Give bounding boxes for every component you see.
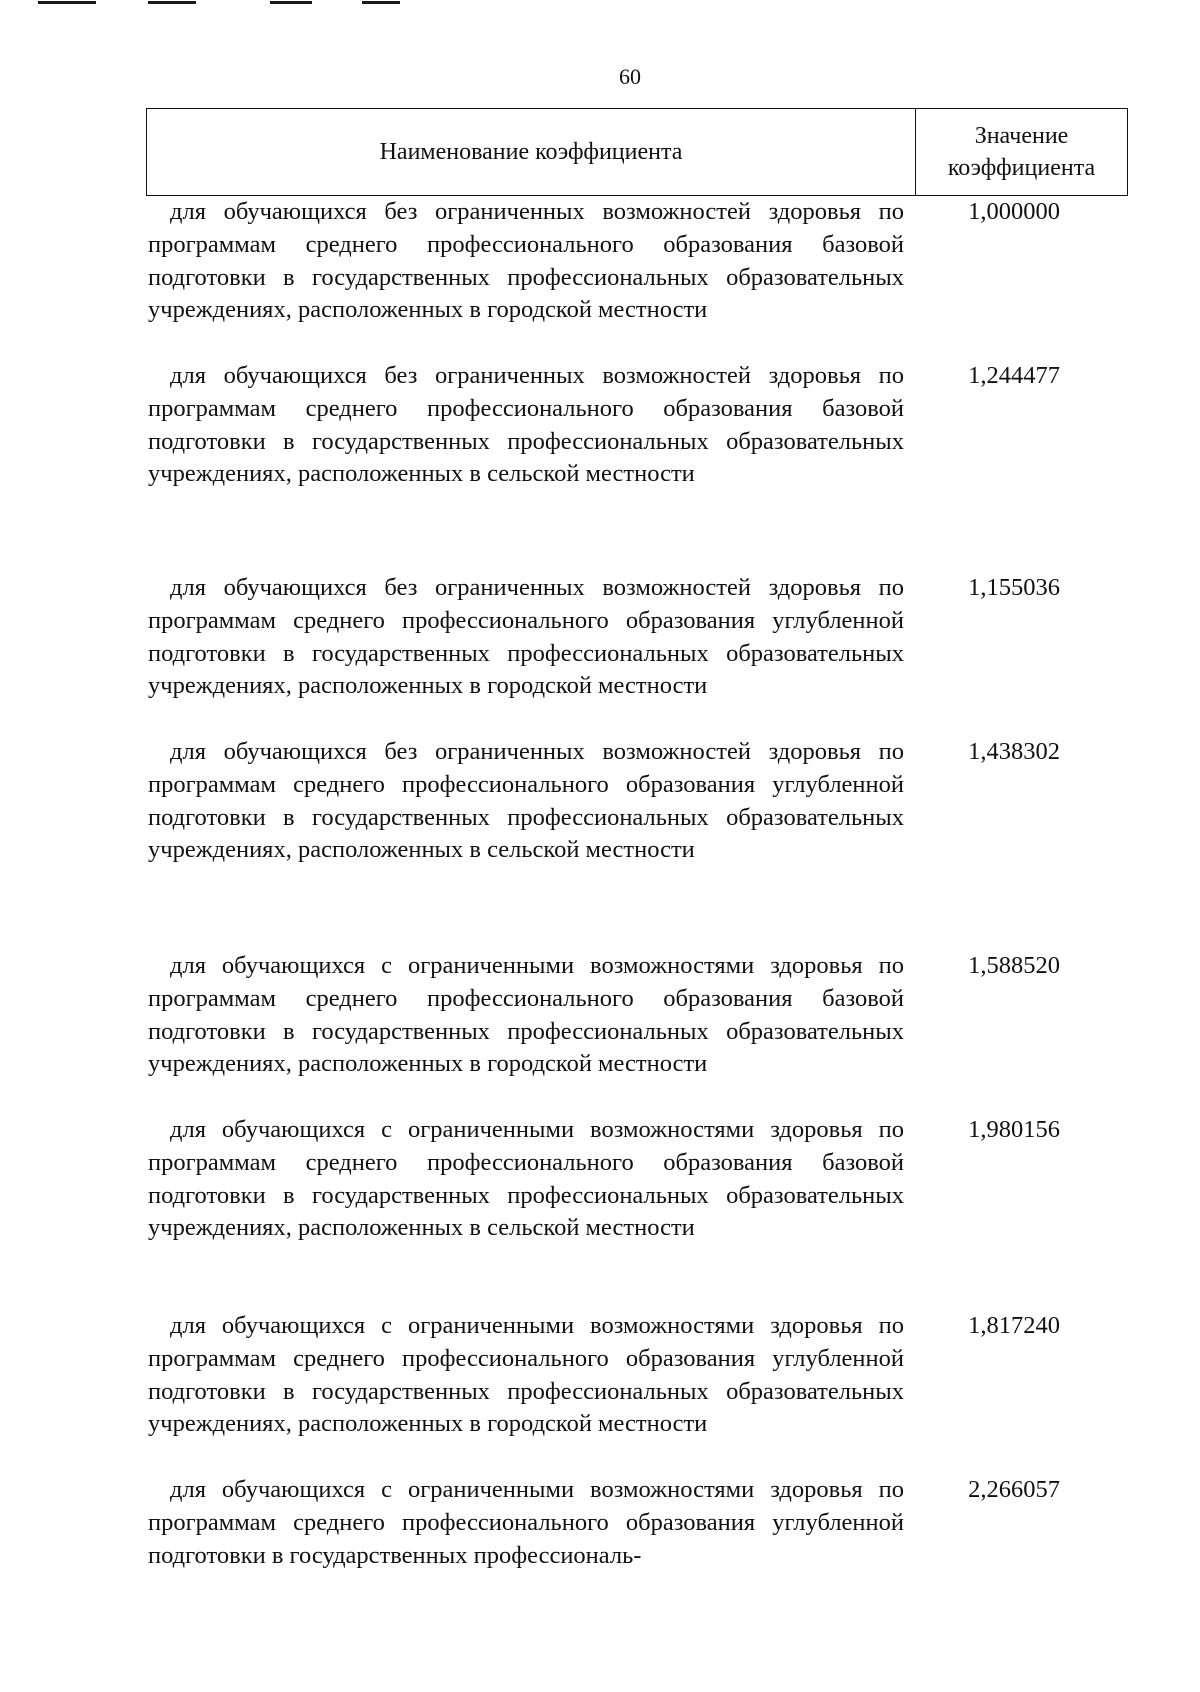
coefficient-name: для обучающихся без ограниченных возможностей здоровья по программам среднего профессионального образования базовой подготовки в государственных профессиональных образовательных учреждениях, расположенных в сельской местности (148, 362, 904, 488)
coefficient-name: для обучающихся без ограниченных возможностей здоровья по программам среднего профессионального образования базовой подготовки в государственных профессиональных образовательных учреждениях, расположенных в городской местности (148, 198, 904, 324)
coefficient-value: 1,980156 (968, 1116, 1060, 1143)
table-header (146, 108, 1128, 196)
coefficient-value: 1,155036 (968, 574, 1060, 601)
coefficient-name: для обучающихся с ограниченными возможностями здоровья по программам среднего профессионального образования базовой подготовки в государственных профессиональных образовательных учреждениях, расположенных в сельской местности (148, 1116, 904, 1242)
header-name-column: Наименование коэффициента (147, 109, 916, 195)
page-number: 60 (619, 64, 641, 89)
scan-mark (362, 1, 400, 4)
header-value-column: Значение коэффициента (947, 123, 1096, 181)
scan-mark (270, 1, 312, 4)
scan-mark (148, 1, 196, 4)
coefficient-name: для обучающихся без ограниченных возможностей здоровья по программам среднего профессионального образования углубленной подготовки в государственных профессиональных образовательных учреждениях, расположенных в городской местности (148, 574, 904, 700)
scan-edge-marks (0, 0, 1200, 10)
coefficient-value: 2,266057 (968, 1476, 1060, 1503)
coefficient-name: для обучающихся с ограниченными возможностями здоровья по программам среднего профессионального образования базовой подготовки в государственных профессиональных образовательных учреждениях, расположенных в городской местности (148, 952, 904, 1078)
coefficient-value: 1,817240 (968, 1312, 1060, 1339)
coefficient-name: для обучающихся с ограниченными возможностями здоровья по программам среднего профессионального образования углубленной подготовки в государственных профессиональных образовательных учреждениях, расположенных в городской местности (148, 1312, 904, 1438)
scan-mark (38, 1, 96, 4)
coefficient-name: для обучающихся с ограниченными возможностями здоровья по программам среднего профессионального образования углубленной подготовки в государственных профессиональ- (148, 1476, 904, 1569)
coefficient-value: 1,000000 (968, 198, 1060, 225)
coefficient-value: 1,438302 (968, 738, 1060, 765)
coefficient-value: 1,588520 (968, 952, 1060, 979)
coefficient-name: для обучающихся без ограниченных возможностей здоровья по программам среднего профессионального образования углубленной подготовки в государственных профессиональных образовательных учреждениях, расположенных в сельской местности (148, 738, 904, 864)
coefficient-value: 1,244477 (968, 362, 1060, 389)
